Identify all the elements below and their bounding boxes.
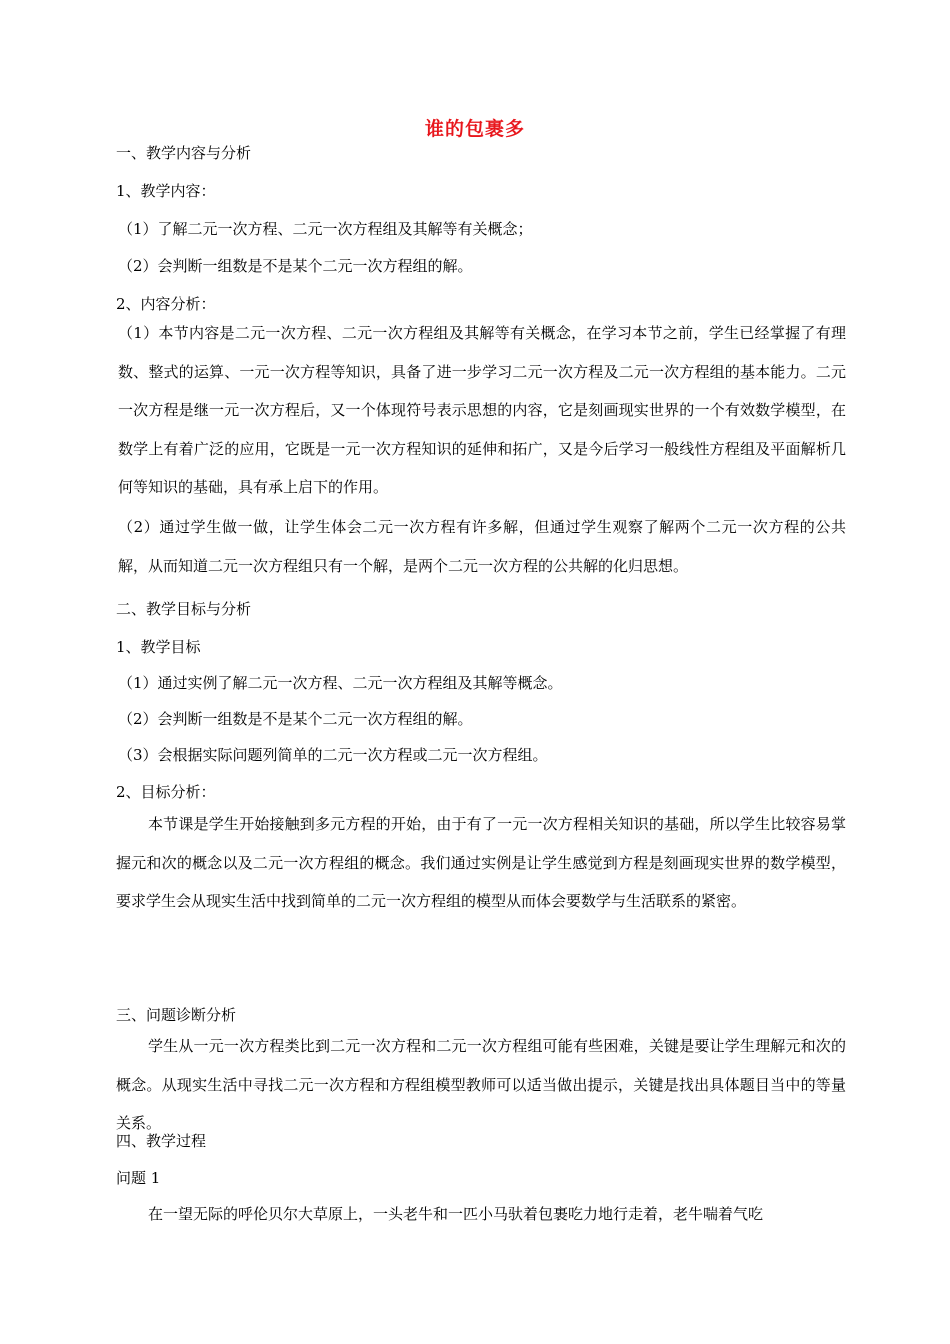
paragraph: 学生从一元一次方程类比到二元一次方程和二元一次方程组可能有些困难，关键是要让学生理解元和次的概念。从现实生活中寻找二元一次方程和方程组模型教师可以适当做出提示，关键是找出具体题目当中的等量关系。 bbox=[116, 1037, 846, 1133]
list-item: （2）会判断一组数是不是某个二元一次方程组的解。 bbox=[118, 710, 473, 728]
subsection-heading: 2、内容分析： bbox=[116, 295, 216, 313]
section-heading-1: 一、教学内容与分析 bbox=[116, 144, 252, 162]
subsection-heading: 1、教学目标 bbox=[116, 638, 201, 656]
document-title: 谁的包裹多 bbox=[424, 118, 525, 140]
section-heading-3: 三、问题诊断分析 bbox=[116, 1006, 237, 1024]
subsection-heading: 2、目标分析： bbox=[116, 783, 216, 801]
subsection-heading: 1、教学内容： bbox=[116, 182, 216, 200]
list-item: （1）了解二元一次方程、二元一次方程组及其解等有关概念； bbox=[118, 220, 533, 238]
paragraph: 在一望无际的呼伦贝尔大草原上，一头老牛和一匹小马驮着包裹吃力地行走着，老牛喘着气吃 bbox=[148, 1205, 764, 1223]
problem-label: 问题 1 bbox=[116, 1169, 161, 1187]
paragraph: 本节课是学生开始接触到多元方程的开始，由于有了一元一次方程相关知识的基础，所以学生比较容易掌握元和次的概念以及二元一次方程组的概念。我们通过实例是让学生感觉到方程是刻画现实世界的数学模型，要求学生会从现实生活中找到简单的二元一次方程组的模型从而体会要数学与生活联系的紧密。 bbox=[116, 815, 846, 911]
section-heading-4: 四、教学过程 bbox=[116, 1132, 207, 1150]
section-heading-2: 二、教学目标与分析 bbox=[116, 600, 252, 618]
list-item: （3）会根据实际问题列简单的二元一次方程或二元一次方程组。 bbox=[118, 746, 548, 764]
paragraph: （1）本节内容是二元一次方程、二元一次方程组及其解等有关概念，在学习本节之前，学生已经掌握了有理数、整式的运算、一元一次方程等知识，具备了进一步学习二元一次方程及二元一次方程组的基本能力。二元一次方程是继一元一次方程后，又一个体现符号表示思想的内容，它是刻画现实世界的一个有效数学模型，在数学上有着广泛的应用，它既是一元一次方程知识的延伸和拓广，又是今后学习一般线性方程组及平面解析几何等知识的基础，具有承上启下的作用。 bbox=[118, 324, 846, 497]
list-item: （1）通过实例了解二元一次方程、二元一次方程组及其解等概念。 bbox=[118, 674, 563, 692]
paragraph: （2）通过学生做一做，让学生体会二元一次方程有许多解，但通过学生观察了解两个二元一次方程的公共解，从而知道二元一次方程组只有一个解，是两个二元一次方程的公共解的化归思想。 bbox=[118, 518, 846, 575]
list-item: （2）会判断一组数是不是某个二元一次方程组的解。 bbox=[118, 257, 473, 275]
